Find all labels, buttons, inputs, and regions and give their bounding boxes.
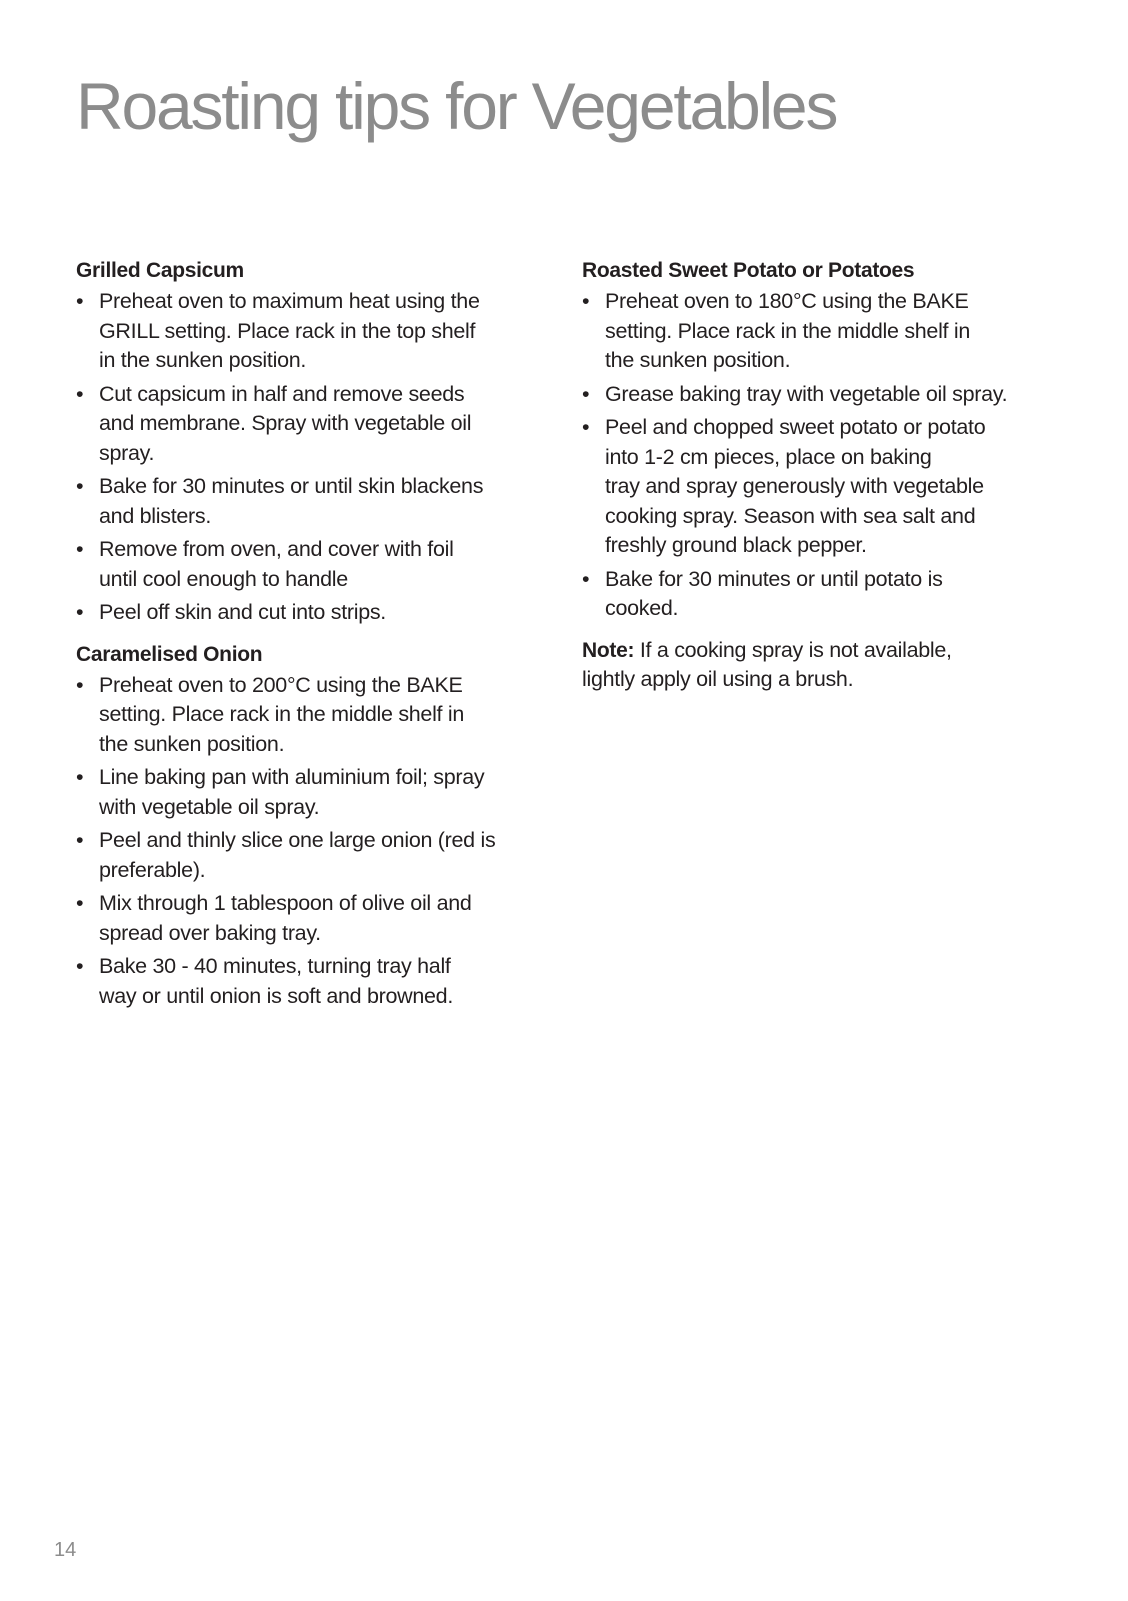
list-item-text: Preheat oven to 180°C using the BAKE setting. Place rack in the middle shelf in the sunken position.	[605, 289, 971, 372]
list-item-text: Mix through 1 tablespoon of olive oil and spread over baking tray.	[99, 891, 472, 945]
list-item	[582, 380, 1062, 410]
bullet-icon: •	[76, 765, 84, 789]
list-item-text: Preheat oven to maximum heat using the GRILL setting. Place rack in the top shelf in the sunken position.	[99, 289, 480, 372]
list-item-text: Peel and thinly slice one large onion (red is preferable).	[99, 828, 496, 882]
bullet-icon: •	[76, 381, 84, 406]
bullet-icon: •	[76, 537, 84, 561]
bullet-icon: •	[582, 415, 590, 439]
bullet-icon: •	[582, 566, 590, 591]
list-item	[76, 380, 556, 469]
list-item	[76, 472, 556, 531]
section-caramelised-onion	[76, 640, 556, 1012]
list-item-text: Bake 30 - 40 minutes, turning tray half way or until onion is soft and browned.	[99, 954, 454, 1008]
bullet-icon: •	[76, 672, 84, 697]
list-item-text: Preheat oven to 200°C using the BAKE setting. Place rack in the middle shelf in the sunken position.	[99, 672, 465, 756]
list-item-text: Cut capsicum in half and remove seeds and membrane. Spray with vegetable oil spray.	[99, 381, 472, 465]
list-item	[76, 763, 556, 822]
list-item-text: Bake for 30 minutes or until skin blackens and blisters.	[99, 474, 484, 528]
list-item	[76, 598, 556, 628]
list-item-text: Remove from oven, and cover with foil until cool enough to handle	[99, 537, 454, 591]
left-column	[76, 256, 556, 1023]
list-item	[76, 952, 556, 1011]
instruction-list	[76, 287, 556, 628]
list-item	[582, 287, 1062, 376]
bullet-icon: •	[76, 474, 84, 498]
list-item	[76, 287, 556, 376]
list-item	[582, 413, 1062, 561]
note-text: If a cooking spray is not available, lightly apply oil using a brush.	[582, 637, 952, 691]
page-title: Roasting tips for Vegetables	[76, 69, 837, 143]
bullet-icon: •	[582, 289, 590, 313]
section-grilled-capsicum	[76, 256, 556, 628]
bullet-icon: •	[76, 600, 84, 624]
bullet-icon: •	[76, 954, 84, 978]
list-item-text: Peel off skin and cut into strips.	[99, 600, 386, 624]
bullet-icon: •	[76, 891, 84, 915]
right-column	[582, 256, 1062, 695]
list-item-text: Line baking pan with aluminium foil; spray with vegetable oil spray.	[99, 765, 485, 819]
list-item-text: Bake for 30 minutes or until potato is cooked.	[605, 566, 943, 620]
instruction-list	[582, 287, 1062, 624]
list-item	[76, 535, 556, 594]
section-heading: Roasted Sweet Potato or Potatoes	[582, 259, 915, 282]
bullet-icon: •	[76, 289, 84, 313]
list-item	[582, 565, 1062, 624]
note-paragraph	[582, 636, 1062, 695]
instruction-list	[76, 671, 556, 1012]
bullet-icon: •	[76, 828, 84, 852]
section-heading: Grilled Capsicum	[76, 259, 244, 282]
section-heading: Caramelised Onion	[76, 642, 263, 666]
list-item-text: Grease baking tray with vegetable oil spray.	[605, 381, 1008, 406]
page-number: 14	[54, 1539, 77, 1561]
note-label: Note:	[582, 638, 635, 662]
list-item-text: Peel and chopped sweet potato or potato into 1-2 cm pieces, place on baking tray and spray generously with vegetable cooking spray. Season with sea salt and freshly ground black pepper.	[605, 415, 986, 557]
list-item	[76, 671, 556, 760]
list-item	[76, 889, 556, 948]
bullet-icon: •	[582, 381, 590, 406]
list-item	[76, 826, 556, 885]
section-roasted-sweet-potato	[582, 256, 1062, 624]
